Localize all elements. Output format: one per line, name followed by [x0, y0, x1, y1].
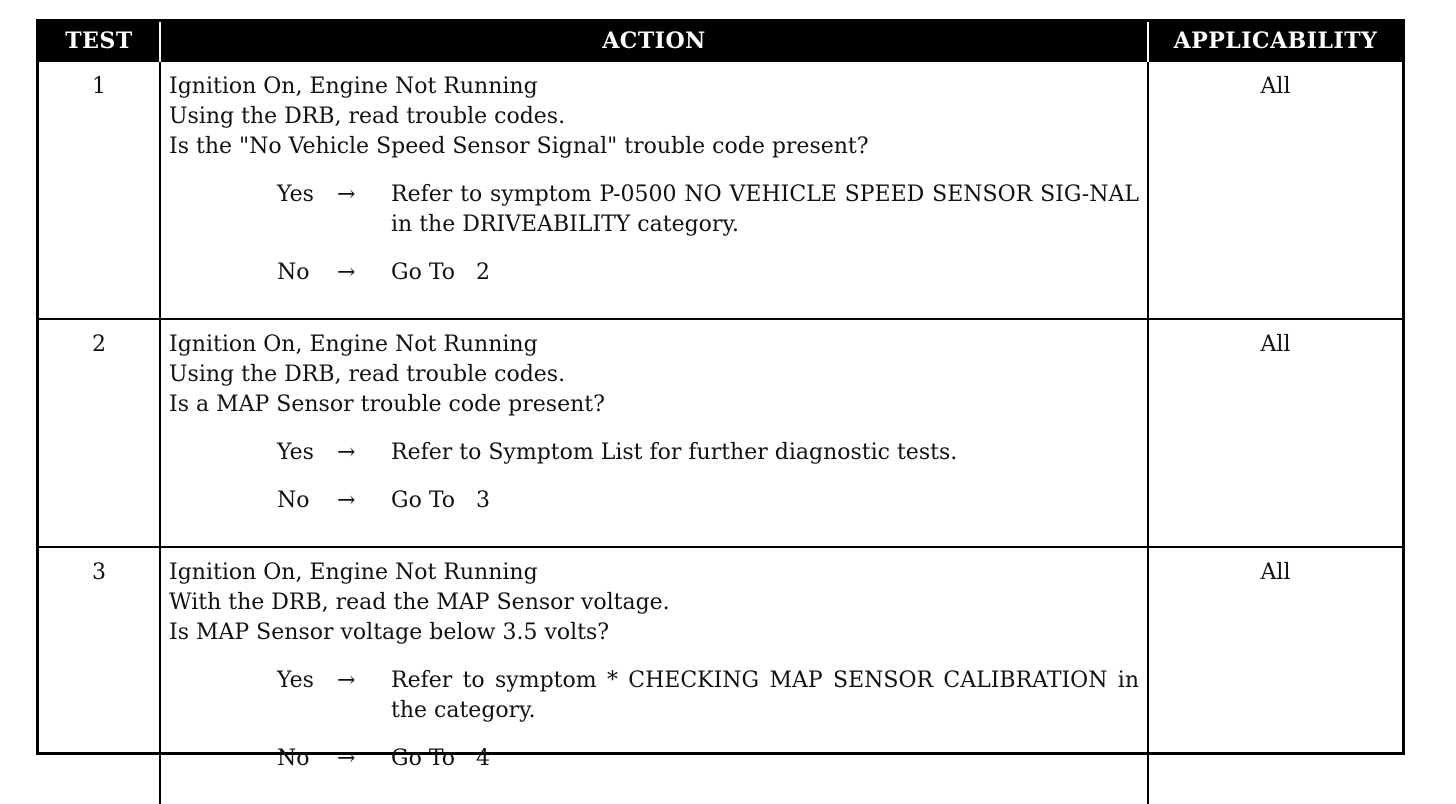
test-number: 1 — [39, 61, 160, 319]
yes-label: Yes — [277, 440, 314, 465]
yes-result: Refer to Symptom List for further diagnostic tests. — [391, 440, 958, 465]
test-number: 3 — [39, 547, 160, 804]
no-result: Go To 4 — [391, 746, 490, 771]
no-outcome — [169, 486, 1139, 516]
header-action: ACTION — [160, 22, 1148, 61]
yes-outcome — [169, 180, 1139, 240]
yes-label: Yes — [277, 182, 314, 207]
diagnostic-table-frame — [36, 19, 1405, 771]
action-line: Using the DRB, read trouble codes. — [169, 104, 566, 129]
action-cell — [160, 61, 1148, 319]
diagnostic-test-table — [39, 22, 1402, 804]
table-row — [39, 61, 1402, 319]
action-cell — [160, 547, 1148, 804]
test-number: 2 — [39, 319, 160, 547]
action-line: Ignition On, Engine Not Running — [169, 332, 538, 357]
header-test: TEST — [39, 22, 160, 61]
no-label: No — [277, 746, 310, 771]
no-result: Go To 2 — [391, 260, 490, 285]
yes-label: Yes — [277, 668, 314, 693]
action-line: Ignition On, Engine Not Running — [169, 74, 538, 99]
no-label: No — [277, 260, 310, 285]
no-outcome — [169, 744, 1139, 774]
table-row — [39, 547, 1402, 804]
applicability-value: All — [1148, 61, 1402, 319]
yes-outcome — [169, 438, 1139, 468]
applicability-value: All — [1148, 319, 1402, 547]
action-line: Using the DRB, read trouble codes. — [169, 362, 566, 387]
right-arrow-icon: → — [337, 746, 356, 771]
right-arrow-icon: → — [337, 488, 356, 513]
right-arrow-icon: → — [337, 440, 356, 465]
action-line: Is the "No Vehicle Speed Sensor Signal" trouble code present? — [169, 134, 869, 159]
action-cell — [160, 319, 1148, 547]
right-arrow-icon: → — [337, 182, 356, 207]
table-row — [39, 319, 1402, 547]
table-header-row — [39, 22, 1402, 61]
header-applicability: APPLICABILITY — [1148, 22, 1402, 61]
no-outcome — [169, 258, 1139, 288]
action-line: Is a MAP Sensor trouble code present? — [169, 392, 605, 417]
action-line: Is MAP Sensor voltage below 3.5 volts? — [169, 620, 610, 645]
action-line: Ignition On, Engine Not Running — [169, 560, 538, 585]
no-result: Go To 3 — [391, 488, 490, 513]
yes-result: Refer to symptom P-0500 NO VEHICLE SPEED SENSOR SIG-NAL in the DRIVEABILITY category. — [391, 182, 1139, 237]
action-line: With the DRB, read the MAP Sensor voltage. — [169, 590, 670, 615]
yes-result: Refer to symptom * CHECKING MAP SENSOR CALIBRATION in the category. — [391, 668, 1139, 723]
yes-outcome — [169, 666, 1139, 726]
right-arrow-icon: → — [337, 260, 356, 285]
no-label: No — [277, 488, 310, 513]
right-arrow-icon: → — [337, 668, 356, 693]
applicability-value: All — [1148, 547, 1402, 804]
